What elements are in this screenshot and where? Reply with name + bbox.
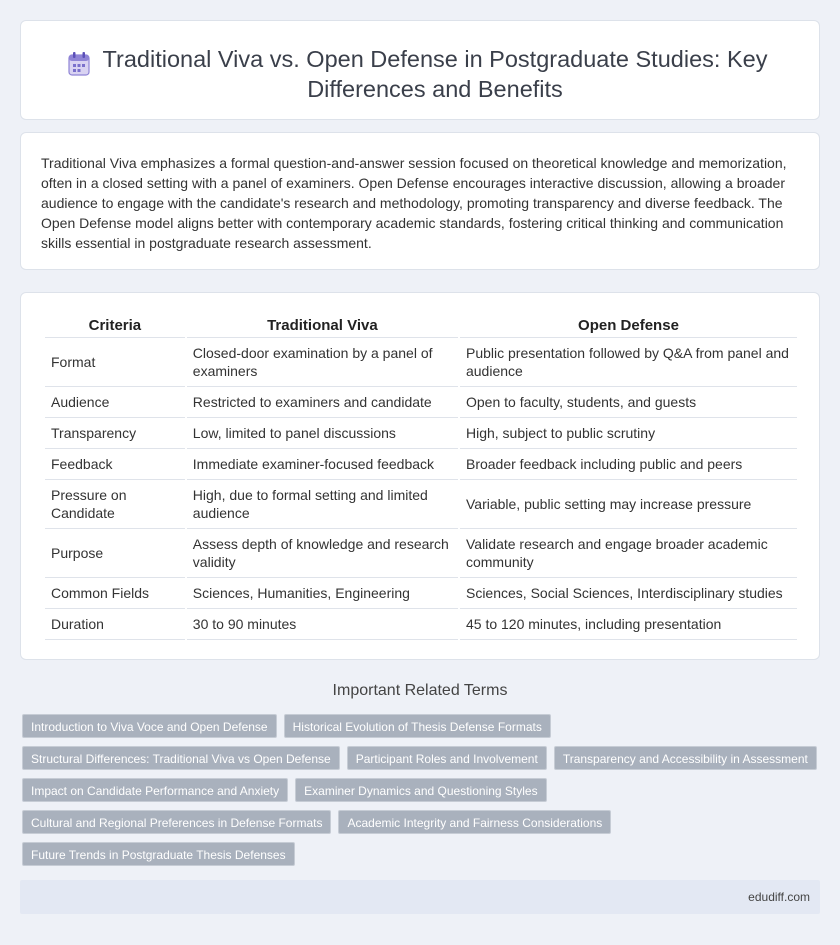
- intro-card: [20, 132, 820, 270]
- cell-criteria: Transparency: [45, 418, 185, 449]
- related-term-tag[interactable]: Examiner Dynamics and Questioning Styles: [295, 778, 546, 802]
- header-open-defense: Open Defense: [460, 313, 797, 338]
- table-row: [45, 480, 797, 529]
- header-traditional-viva: Traditional Viva: [187, 313, 458, 338]
- related-term-tag[interactable]: Academic Integrity and Fairness Considerations: [338, 810, 611, 834]
- cell-traditional: Assess depth of knowledge and research validity: [187, 529, 458, 578]
- cell-criteria: Feedback: [45, 449, 185, 480]
- related-term-tag[interactable]: Introduction to Viva Voce and Open Defense: [22, 714, 277, 738]
- related-terms-list: [22, 714, 822, 874]
- cell-traditional: 30 to 90 minutes: [187, 609, 458, 640]
- cell-open: Sciences, Social Sciences, Interdisciplinary studies: [460, 578, 797, 609]
- cell-open: High, subject to public scrutiny: [460, 418, 797, 449]
- footer-bar: [20, 880, 820, 914]
- related-term-tag[interactable]: Structural Differences: Traditional Viva vs Open Defense: [22, 746, 340, 770]
- table-row: [45, 529, 797, 578]
- related-term-tag[interactable]: Historical Evolution of Thesis Defense Formats: [284, 714, 551, 738]
- cell-traditional: Low, limited to panel discussions: [187, 418, 458, 449]
- related-terms-heading: Important Related Terms: [332, 682, 508, 699]
- related-term-tag[interactable]: Cultural and Regional Preferences in Defense Formats: [22, 810, 331, 834]
- cell-traditional: High, due to formal setting and limited audience: [187, 480, 458, 529]
- comparison-card: [20, 292, 820, 660]
- cell-open: 45 to 120 minutes, including presentation: [460, 609, 797, 640]
- related-term-tag[interactable]: Future Trends in Postgraduate Thesis Defenses: [22, 842, 295, 866]
- cell-open: Open to faculty, students, and guests: [460, 387, 797, 418]
- cell-open: Variable, public setting may increase pressure: [460, 480, 797, 529]
- cell-traditional: Restricted to examiners and candidate: [187, 387, 458, 418]
- cell-criteria: Pressure on Candidate: [45, 480, 185, 529]
- related-term-tag[interactable]: Transparency and Accessibility in Assessment: [554, 746, 817, 770]
- cell-criteria: Duration: [45, 609, 185, 640]
- cell-criteria: Purpose: [45, 529, 185, 578]
- cell-criteria: Format: [45, 338, 185, 387]
- cell-criteria: Common Fields: [45, 578, 185, 609]
- related-term-tag[interactable]: Impact on Candidate Performance and Anxiety: [22, 778, 288, 802]
- table-row: [45, 338, 797, 387]
- related-term-tag[interactable]: Participant Roles and Involvement: [347, 746, 547, 770]
- header-card: [20, 20, 820, 120]
- cell-open: Broader feedback including public and peers: [460, 449, 797, 480]
- table-row: [45, 609, 797, 640]
- comparison-table: [43, 313, 799, 640]
- cell-open: Validate research and engage broader academic community: [460, 529, 797, 578]
- table-row: [45, 578, 797, 609]
- cell-criteria: Audience: [45, 387, 185, 418]
- table-row: [45, 418, 797, 449]
- cell-traditional: Sciences, Humanities, Engineering: [187, 578, 458, 609]
- footer-site-link[interactable]: edudiff.com: [748, 890, 810, 904]
- table-row: [45, 449, 797, 480]
- table-header-row: [45, 313, 797, 338]
- table-row: [45, 387, 797, 418]
- cell-open: Public presentation followed by Q&A from panel and audience: [460, 338, 797, 387]
- intro-paragraph: Traditional Viva emphasizes a formal question-and-answer session focused on theoretical knowledge and memorization, often in a closed setting with a panel of examiners. Open Defense encourages interactive discussion, allowing a broader audience to engage with the candidate's research and methodology, promoting transparency and diverse feedback. The Open Defense model aligns better with contemporary academic standards, fostering critical thinking and communication skills essential in postgraduate research assessment.: [41, 155, 787, 251]
- cell-traditional: Closed-door examination by a panel of examiners: [187, 338, 458, 387]
- cell-traditional: Immediate examiner-focused feedback: [187, 449, 458, 480]
- header-criteria: Criteria: [45, 313, 185, 338]
- page-title: Traditional Viva vs. Open Defense in Postgraduate Studies: Key Differences and Benefits: [102, 46, 768, 102]
